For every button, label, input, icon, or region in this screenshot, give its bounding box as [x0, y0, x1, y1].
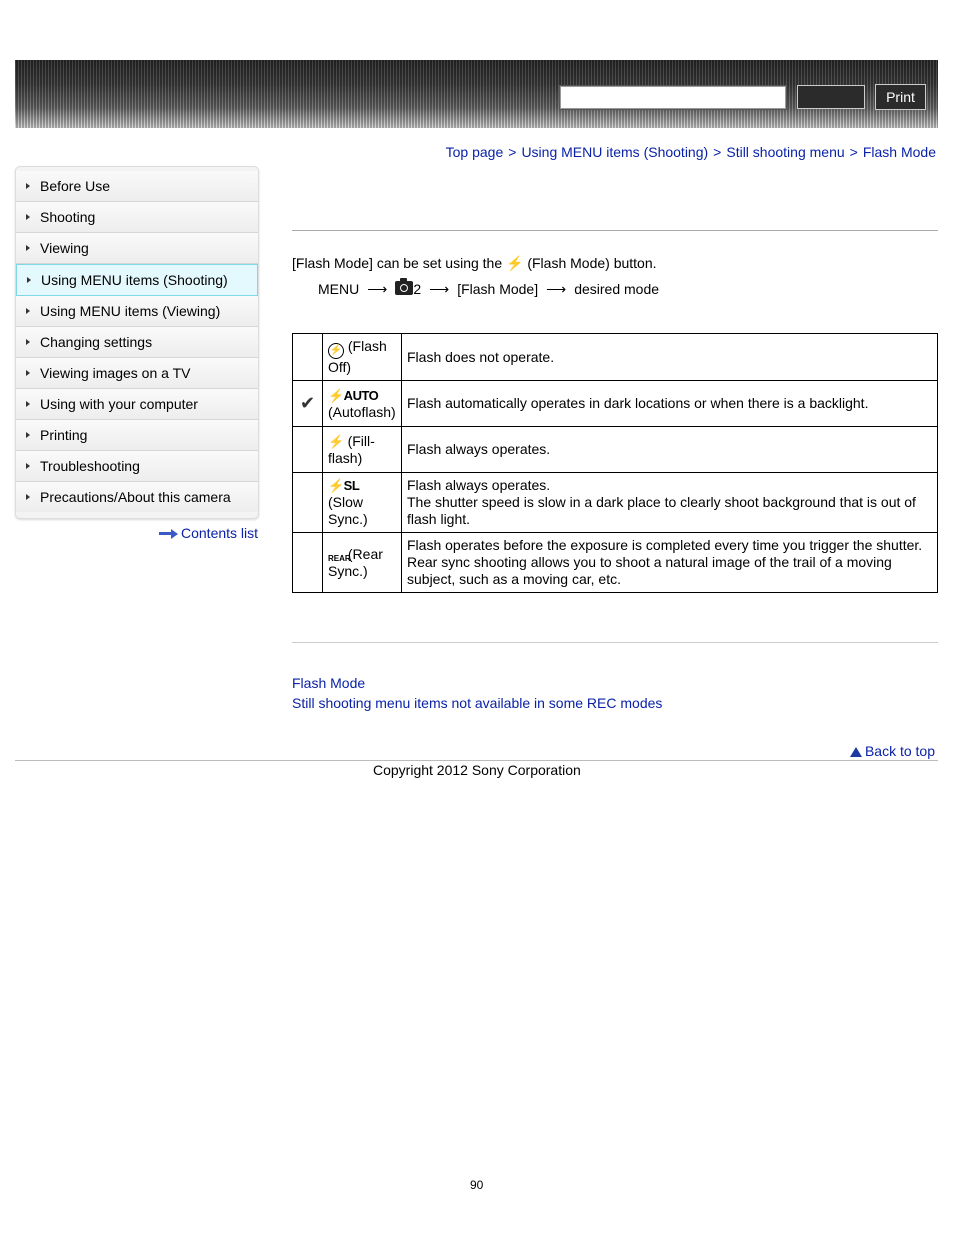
sidebar-item-label: Using with your computer	[40, 396, 198, 412]
sidebar-item-shooting[interactable]	[16, 202, 258, 233]
mode-cell	[323, 381, 402, 427]
arrow-right-icon	[159, 529, 179, 539]
arrow-right-icon: ⟶	[546, 281, 567, 297]
camera-icon	[395, 281, 413, 295]
flash-mode-table	[292, 333, 938, 593]
sidebar-item-using-menu-shooting[interactable]	[16, 264, 258, 296]
back-to-top-label: Back to top	[864, 743, 935, 759]
sidebar-item-using-menu-viewing[interactable]	[16, 296, 258, 327]
mode-description: Flash does not operate.	[402, 334, 938, 381]
mode-cell	[323, 533, 402, 593]
contents-list-link[interactable]	[159, 525, 258, 541]
page-number: 90	[470, 1178, 484, 1192]
sidebar-item-label: Before Use	[40, 178, 111, 194]
mode-label: (Flash Off)	[328, 338, 387, 375]
print-button[interactable]: Print	[875, 84, 926, 110]
triangle-right-icon	[26, 463, 30, 469]
table-row	[293, 427, 938, 473]
sidebar-item-label: Viewing images on a TV	[40, 365, 191, 381]
triangle-right-icon	[26, 339, 30, 345]
related-links	[292, 673, 662, 713]
contents-list-label: Contents list	[181, 525, 259, 541]
mode-description: Flash always operates.	[402, 427, 938, 473]
default-marker-cell	[293, 334, 323, 381]
intro-before: [Flash Mode] can be set using the	[292, 255, 507, 271]
triangle-right-icon	[27, 277, 31, 283]
triangle-right-icon	[26, 432, 30, 438]
intro-text	[292, 255, 657, 272]
flash-off-icon: ⚡	[328, 343, 344, 359]
footer-divider	[15, 760, 938, 761]
copyright: Copyright 2012 Sony Corporation	[373, 762, 581, 778]
sidebar-item-label: Precautions/About this camera	[40, 489, 231, 505]
triangle-right-icon	[26, 370, 30, 376]
sidebar-item-viewing[interactable]	[16, 233, 258, 264]
autoflash-icon: ⚡AUTO	[328, 387, 379, 403]
triangle-right-icon	[26, 183, 30, 189]
checkmark-icon: ✔	[299, 392, 316, 413]
mode-description: Flash always operates. The shutter speed is slow in a dark place to clearly shoot background that is out of flash light.	[402, 473, 938, 533]
menu-path-menu: MENU	[318, 281, 360, 297]
sidebar-item-label: Changing settings	[40, 334, 153, 350]
mode-cell	[323, 427, 402, 473]
flash-icon: ⚡	[506, 255, 524, 271]
mode-label: (Fill-flash)	[328, 432, 375, 466]
sidebar-item-label: Printing	[40, 427, 88, 443]
sidebar-item-viewing-tv[interactable]	[16, 358, 258, 389]
breadcrumb-using-menu-shooting[interactable]: Using MENU items (Shooting)	[521, 144, 709, 160]
sidebar-item-before-use[interactable]	[16, 171, 258, 202]
breadcrumb-separator: >	[849, 144, 858, 160]
sidebar-item-changing-settings[interactable]	[16, 327, 258, 358]
intro-after: (Flash Mode) button.	[523, 255, 657, 271]
triangle-right-icon	[26, 214, 30, 220]
related-link-unavailable-items[interactable]: Still shooting menu items not available in some REC modes	[292, 695, 663, 711]
arrow-right-icon: ⟶	[367, 281, 388, 297]
sidebar-item-computer[interactable]	[16, 389, 258, 420]
sidebar-item-label: Troubleshooting	[40, 458, 140, 474]
section-divider	[292, 642, 938, 643]
default-marker-cell	[293, 473, 323, 533]
sidebar-nav	[15, 166, 259, 519]
menu-path-end: desired mode	[574, 281, 660, 297]
menu-path	[318, 281, 659, 298]
table-row	[293, 473, 938, 533]
default-marker-cell	[293, 381, 323, 427]
triangle-up-icon	[850, 747, 862, 757]
mode-cell	[323, 334, 402, 381]
breadcrumb-top-page[interactable]: Top page	[445, 144, 504, 160]
sidebar-item-printing[interactable]	[16, 420, 258, 451]
breadcrumb-flash-mode[interactable]: Flash Mode	[862, 144, 936, 160]
triangle-right-icon	[26, 308, 30, 314]
sidebar-item-label: Viewing	[40, 240, 89, 256]
related-link-flash-mode[interactable]: Flash Mode	[292, 675, 366, 691]
sidebar-item-label: Using MENU items (Shooting)	[41, 272, 228, 288]
mode-label: (Autoflash)	[328, 403, 396, 420]
mode-label: (Rear Sync.)	[328, 545, 383, 579]
rear-sync-icon: REAR	[328, 553, 351, 563]
table-row	[293, 533, 938, 593]
back-to-top-link[interactable]	[850, 743, 935, 759]
triangle-right-icon	[26, 494, 30, 500]
default-marker-cell	[293, 533, 323, 593]
breadcrumb-still-shooting-menu[interactable]: Still shooting menu	[726, 144, 845, 160]
triangle-right-icon	[26, 401, 30, 407]
sidebar-item-label: Shooting	[40, 209, 96, 225]
menu-path-tab-number: 2	[413, 281, 422, 297]
triangle-right-icon	[26, 245, 30, 251]
mode-label: (Slow Sync.)	[328, 494, 368, 527]
mode-description: Flash operates before the exposure is completed every time you trigger the shutter. Rear sync shooting allows you to shoot a natural image of the trail of a moving subject, such as a moving car, etc.	[402, 533, 938, 593]
breadcrumb	[446, 144, 936, 160]
sidebar-item-precautions[interactable]	[16, 482, 258, 512]
mode-description: Flash automatically operates in dark locations or when there is a backlight.	[402, 381, 938, 427]
title-divider	[292, 230, 938, 231]
search-input[interactable]	[559, 85, 787, 110]
breadcrumb-separator: >	[713, 144, 722, 160]
table-row	[293, 334, 938, 381]
table-row	[293, 381, 938, 427]
header-bar	[15, 60, 938, 128]
menu-path-item: [Flash Mode]	[457, 281, 539, 297]
fill-flash-icon: ⚡	[328, 433, 344, 449]
sidebar-item-troubleshooting[interactable]	[16, 451, 258, 482]
search-button[interactable]	[797, 85, 865, 109]
breadcrumb-separator: >	[508, 144, 517, 160]
sidebar-item-label: Using MENU items (Viewing)	[40, 303, 221, 319]
default-marker-cell	[293, 427, 323, 473]
arrow-right-icon: ⟶	[429, 281, 450, 297]
mode-cell	[323, 473, 402, 533]
slow-sync-icon: ⚡SL	[328, 478, 360, 493]
